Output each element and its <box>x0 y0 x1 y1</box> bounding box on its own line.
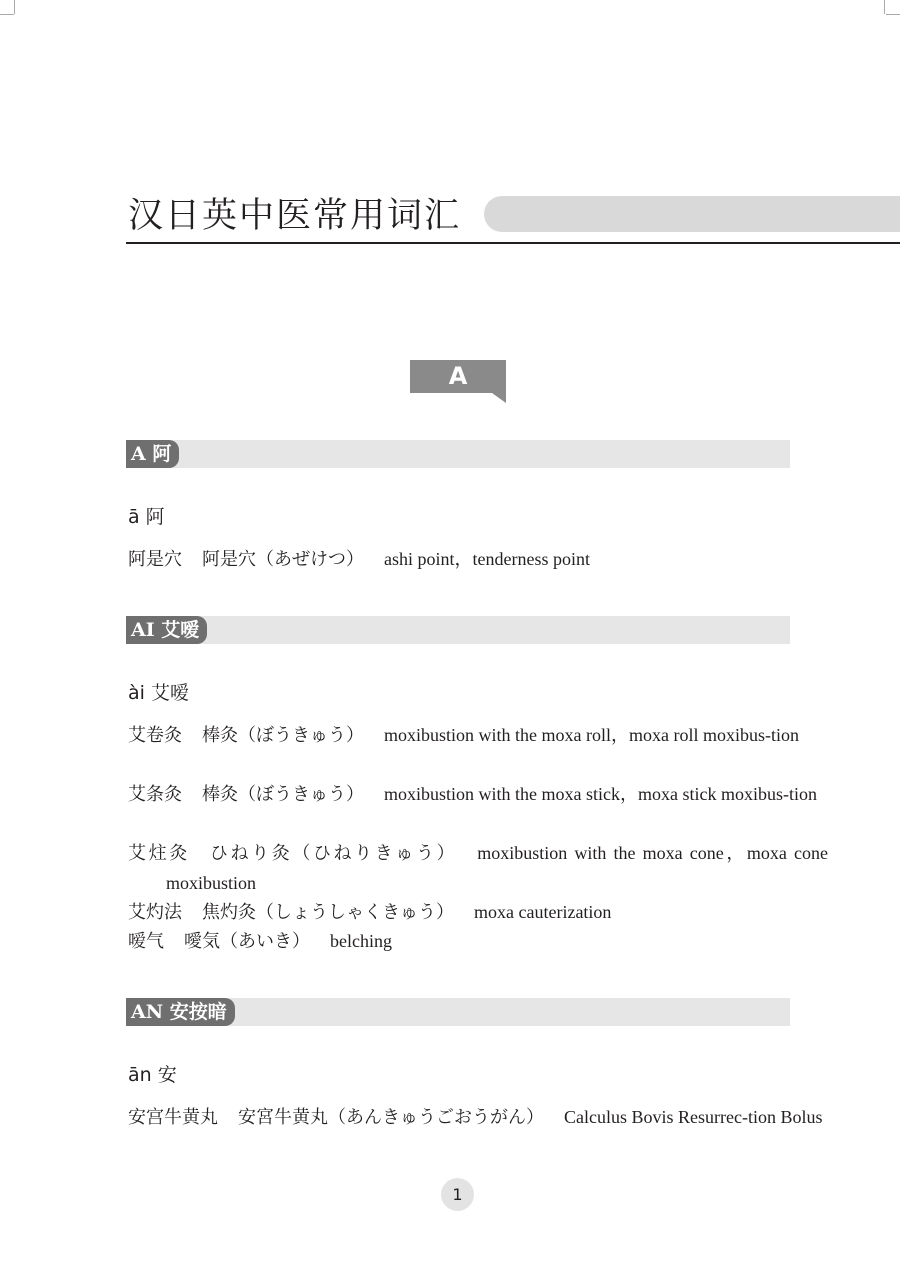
entry-english: moxa cauterization <box>474 902 612 922</box>
glossary-entry <box>128 721 828 751</box>
glossary-entry <box>128 927 828 957</box>
page-title: 汉日英中医常用词汇 <box>128 196 462 236</box>
entry-japanese: ひねり灸（ひねりきゅう） <box>209 843 458 864</box>
entry-japanese: 噯気（あいき） <box>184 931 310 952</box>
entry-japanese: 安宮牛黄丸（あんきゅうごおうがん） <box>238 1107 544 1128</box>
pinyin-heading: ān 安 <box>128 1064 177 1086</box>
section-label: A 阿 <box>126 440 179 468</box>
page-number: 1 <box>441 1178 474 1211</box>
crop-mark <box>884 0 885 14</box>
crop-mark <box>886 14 900 15</box>
glossary-entry <box>128 898 828 928</box>
entry-chinese: 安宫牛黄丸 <box>128 1107 218 1128</box>
glossary-entry <box>128 545 828 575</box>
section-bar <box>126 440 790 468</box>
entry-english: ashi point，tenderness point <box>384 549 590 569</box>
entry-chinese: 阿是穴 <box>128 549 182 570</box>
pinyin-heading: ài 艾嗳 <box>128 682 189 704</box>
section-label: AN 安按暗 <box>126 998 235 1026</box>
entry-japanese: 棒灸（ぼうきゅう） <box>202 725 364 746</box>
entry-japanese: 焦灼灸（しょうしゃくきゅう） <box>202 902 454 923</box>
glossary-entry <box>128 1103 828 1133</box>
letter-heading-tail <box>492 393 506 403</box>
title-decoration-bar <box>484 196 900 232</box>
entry-chinese: 艾条灸 <box>128 784 182 805</box>
entry-chinese: 嗳气 <box>128 931 164 952</box>
entry-english: moxibustion with the moxa cone，moxa cone moxibustion <box>166 843 829 893</box>
crop-mark <box>14 0 15 14</box>
crop-mark <box>0 14 14 15</box>
entry-english: Calculus Bovis Resurrec-tion Bolus <box>564 1107 823 1127</box>
section-label: AI 艾嗳 <box>126 616 207 644</box>
entry-chinese: 艾灼法 <box>128 902 182 923</box>
glossary-entry <box>128 839 828 898</box>
entry-chinese: 艾炷灸 <box>128 843 190 864</box>
entry-chinese: 艾卷灸 <box>128 725 182 746</box>
entry-japanese: 阿是穴（あぜけつ） <box>202 549 364 570</box>
glossary-entry <box>128 780 828 810</box>
entry-english: moxibustion with the moxa roll，moxa roll moxibus-tion <box>384 725 799 745</box>
letter-heading: A <box>410 360 506 393</box>
entry-japanese: 棒灸（ぼうきゅう） <box>202 784 364 805</box>
section-bar <box>126 616 790 644</box>
title-underline <box>126 242 900 244</box>
entry-english: belching <box>330 931 392 951</box>
pinyin-heading: ā 阿 <box>128 506 165 528</box>
entry-english: moxibustion with the moxa stick，moxa stick moxibus-tion <box>384 784 817 804</box>
